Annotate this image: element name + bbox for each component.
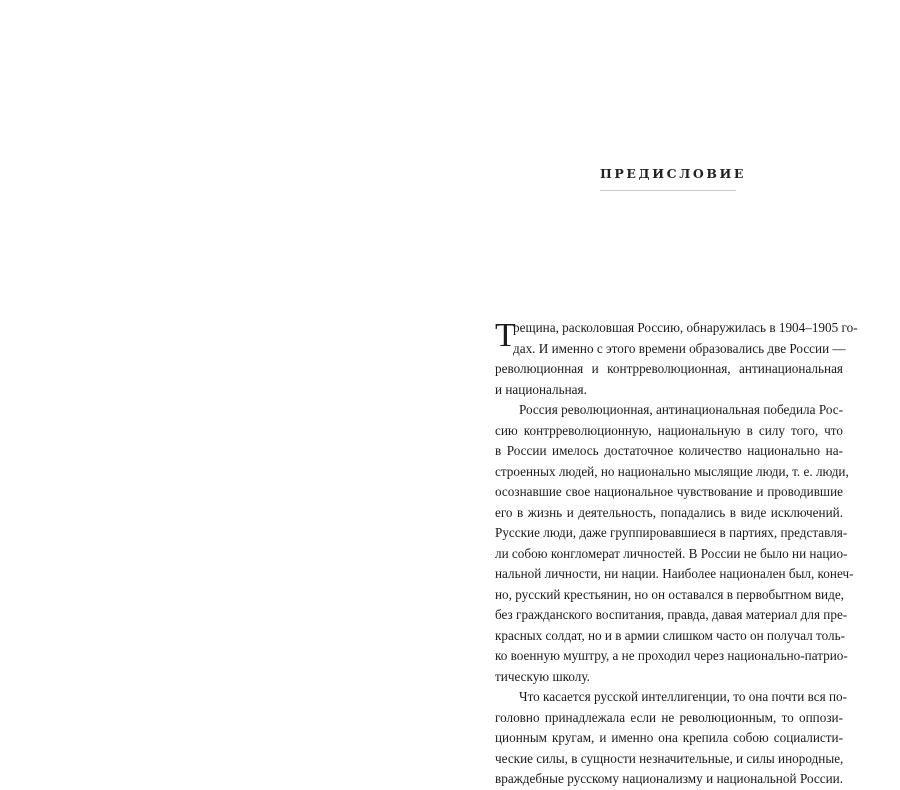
text-line: ко военную муштру, а не проходил через национально-патрио- [495,648,848,663]
text-line: в России имелось достаточное количество национально на- [495,443,843,458]
chapter-heading: ПРЕДИСЛОВИЕ [600,166,747,181]
text-line: без гражданского воспитания, правда, давая материал для пре- [495,607,848,622]
paragraph-2 [495,400,854,687]
text-line: Что касается русской интеллигенции, то она почти вся по- [519,689,847,704]
text-line: его в жизнь и деятельность, попадались в виде исключений. [495,504,843,520]
text-line: ли собою конгломерат личностей. В России не было ни нацио- [495,545,848,561]
paragraph-3 [495,687,847,790]
text-line: враждебные русскому национализму и национальной России. [495,771,843,786]
text-line: строенных людей, но национально мыслящие люди, т. е. люди, [495,463,849,479]
text-line: красных солдат, но и в армии слишком часто он получал толь- [495,627,846,643]
text-line: нальной личности, ни нации. Наиболее национален был, конеч- [495,566,854,581]
text-line: осознавшие свое национальное чувствование и проводившие [495,484,843,499]
text-line: Русские люди, даже группировавшиеся в партиях, представля- [495,525,848,540]
text-line: головно принадлежала если не революционным, то оппози- [495,709,843,725]
body-text [495,317,858,790]
text-line: ческие силы, в сущности незначительные, и силы инородные, [495,750,844,766]
text-line: дах. И именно с этого времени образовались две России — [513,340,846,356]
drop-cap: Т [495,317,516,354]
text-line: Россия революционная, антинациональная победила Рос- [519,402,843,417]
text-line: рещина, расколовшая Россию, обнаружилась в 1904–1905 го- [513,320,858,335]
heading-rule [600,190,736,191]
text-line: и национальная. [495,381,587,397]
text-line: сию контрреволюционную, национальную в силу того, что [495,422,843,438]
text-line: революционная и контрреволюционная, антинациональная [495,361,843,376]
paragraph-1 [495,317,858,400]
text-line: но, русский крестьянин, но он оставался в первобытном виде, [495,586,844,602]
text-line: ционным кругам, и именно она крепила собою социалисти- [495,730,843,745]
text-line: тическую школу. [495,668,590,684]
